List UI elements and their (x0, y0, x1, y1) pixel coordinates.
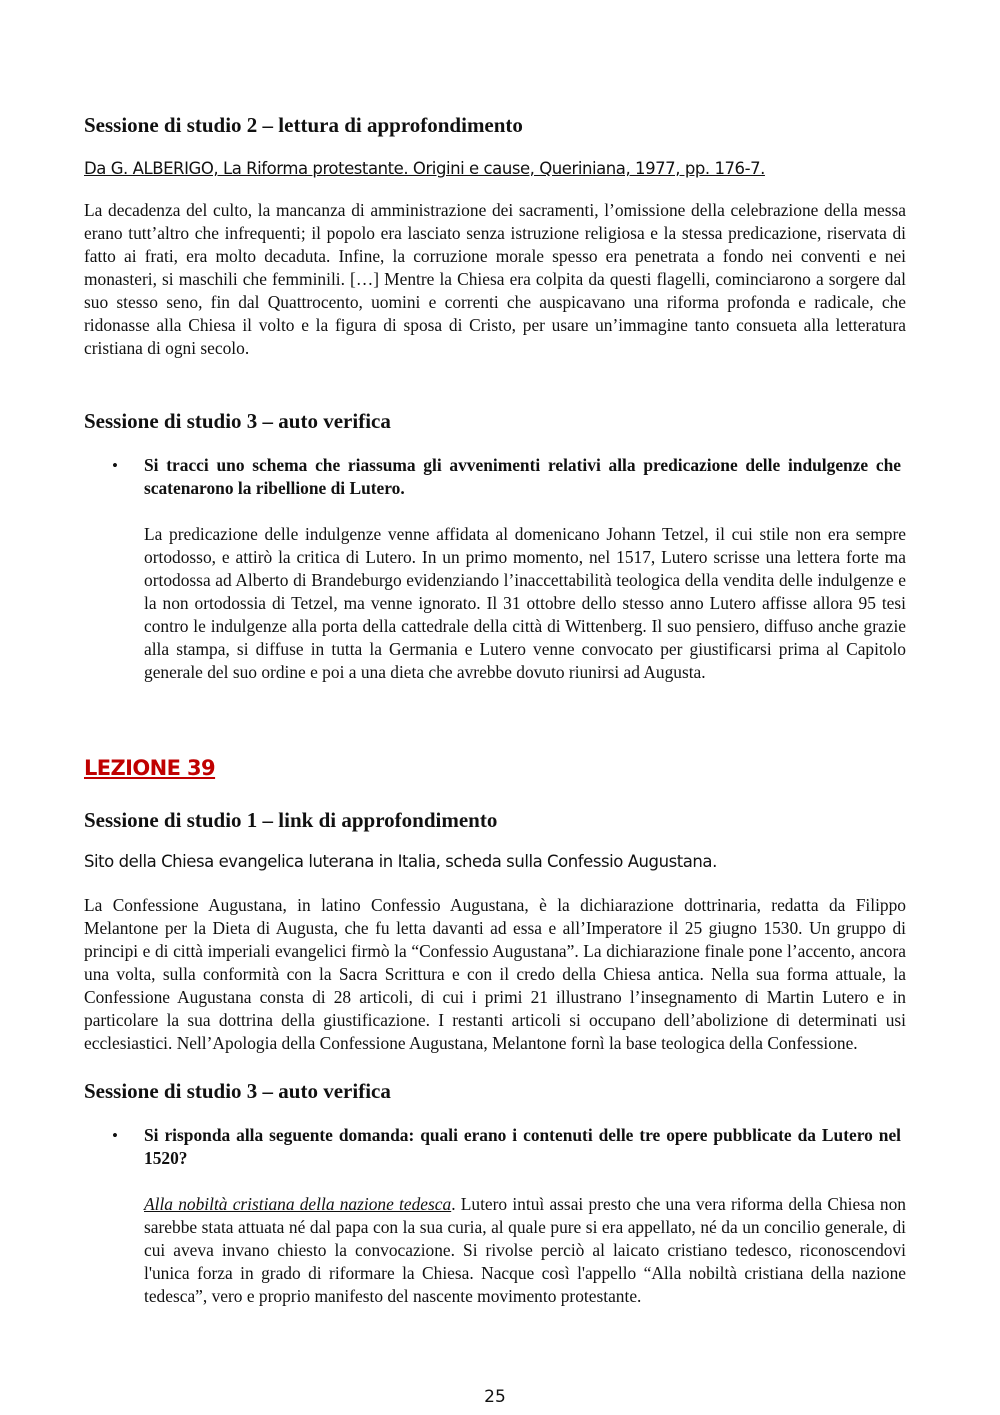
question-text: Si risponda alla seguente domanda: quali erano i contenuti delle tre opere pubblicate da Lutero nel 1520? (144, 1125, 901, 1168)
question-text: Si tracci uno schema che riassuma gli avvenimenti relativi alla predicazione delle indulgenze che scatenarono la ribellione di Lutero. (144, 455, 901, 498)
section-heading-study-session-2: Sessione di studio 2 – lettura di approfondimento (84, 113, 523, 137)
answer-paragraph (144, 1193, 906, 1308)
link-description: Sito della Chiesa evangelica luterana in Italia, scheda sulla Confessio Augustana. (84, 852, 717, 871)
reading-paragraph: La decadenza del culto, la mancanza di amministrazione dei sacramenti, l’omissione della celebrazione della messa erano tutt’altro che infrequenti; il popolo era lasciato senza istruzione religiosa e la stessa predicazione, riservata di fatto ai frati, era molto decaduta. Infine, la corruzione morale spesso era penetrata a fondo nei conventi e nei monasteri, si maschili che femminili. […] Mentre la Chiesa era colpita da questi flagelli, cominciarono a sorgere dal suo stesso seno, fin dal Quattrocento, uomini e correnti che auspicavano una riforma profonda e radicale, che ridonasse alla Chiesa il volto e la figura di sposa di Cristo, per usare un’immagine tanto consueta alla letteratura cristiana di ogni secolo. (84, 200, 906, 358)
bullet-marker: • (112, 456, 118, 475)
answer-paragraph: La predicazione delle indulgenze venne affidata al domenicano Johann Tetzel, il cui stile non era sempre ortodosso, e attirò la critica di Lutero. In un primo momento, nel 1517, Lutero scrisse una lettera forte ma ortodossa ad Alberto di Brandeburgo evidenziando l’inaccettabilità teologica della vendita delle indulgenze e la non ortodossia di Tetzel, ma venne ignorato. Il 31 ottobre dello stesso anno Lutero affisse allora 95 tesi contro le indulgenze alla porta della cattedrale della città di Wittenberg. Il suo pensiero, diffuso anche grazie alla stampa, si diffuse in tutta la Germania e Lutero venne convocato per giustificarsi prima al Capitolo generale del suo ordine e poi a una dieta che avrebbe dovuto riunirsi ad Augusta. (144, 524, 906, 682)
page-number: 25 (484, 1387, 506, 1407)
confessio-paragraph: La Confessione Augustana, in latino Confessio Augustana, è la dichiarazione dottrinaria, redatta da Filippo Melantone per la Dieta di Augusta, che fu letta davanti ad essa e all’Imperatore il 25 giugno 1530. Un gruppo di principi e di città imperiali evangelici firmò la “Confessio Augustana”. La dichiarazione finale pone l’accento, ancora una volta, sulla conformità con la Sacra Scrittura e con il credo della Chiesa antica. Nella sua forma attuale, la Confessione Augustana consta di 28 articoli, di cui i primi 21 illustrano l’insegnamento di Martin Lutero e in particolare la sua dottrina della giustificazione. I restanti articoli si occupano dell’abolizione di determinati usi ecclesiastici. Nell’Apologia della Confessione Augustana, Melantone fornì la base teologica della Confessione. (84, 895, 906, 1053)
answer-text: . Lutero intuì assai presto che una vera riforma della Chiesa non sarebbe stata attuata né dal papa con la sua curia, al quale pure si era appellato, né da un concilio generale, di cui aveva invano chiesto la convocazione. Si rivolse perciò al laicato cristiano tedesco, riconoscendovi l'unica forza in grado di riformare la Chiesa. Nacque così l'appello “Alla nobiltà cristiana della nazione tedesca”, vero e proprio manifesto del nascente movimento protestante. (144, 1194, 906, 1306)
section-heading-study-session-3-second: Sessione di studio 3 – auto verifica (84, 1079, 391, 1103)
lesson-title[interactable]: LEZIONE 39 (84, 756, 216, 780)
bullet-marker: • (112, 1126, 118, 1145)
section-heading-study-session-3: Sessione di studio 3 – auto verifica (84, 409, 391, 433)
work-title-link[interactable]: Alla nobiltà cristiana della nazione tedesca (144, 1194, 452, 1214)
reference-link[interactable]: Da G. ALBERIGO, La Riforma protestante. Origini e cause, Queriniana, 1977, pp. 176-7. (84, 159, 765, 178)
section-heading-study-session-1: Sessione di studio 1 – link di approfondimento (84, 808, 498, 832)
document-page (84, 0, 906, 1415)
